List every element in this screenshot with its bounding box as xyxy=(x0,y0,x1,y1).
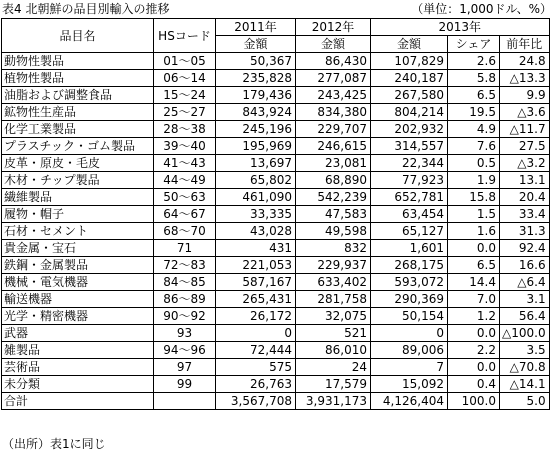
amount-2013-cell: 593,072 xyxy=(371,274,448,291)
hs-code-cell: 44～49 xyxy=(154,172,216,189)
amount-2013-cell: 7 xyxy=(371,359,448,376)
amount-2012-cell: 834,380 xyxy=(296,104,371,121)
amount-2012-cell: 243,425 xyxy=(296,87,371,104)
yoy-cell: 5.0 xyxy=(500,393,550,410)
amount-2012-cell: 32,075 xyxy=(296,308,371,325)
amount-2011-cell: 72,444 xyxy=(216,342,296,359)
item-name-cell: 植物性製品 xyxy=(2,70,154,87)
header-2011: 2011年 xyxy=(216,19,296,36)
table-row xyxy=(2,121,550,138)
item-name-cell: 武器 xyxy=(2,325,154,342)
amount-2013-cell: 4,126,404 xyxy=(371,393,448,410)
header-row-1 xyxy=(2,19,550,36)
amount-2013-cell: 652,781 xyxy=(371,189,448,206)
amount-2011-cell: 33,335 xyxy=(216,206,296,223)
yoy-cell: 33.4 xyxy=(500,206,550,223)
yoy-cell: 9.9 xyxy=(500,87,550,104)
item-name-cell: 機械・電気機器 xyxy=(2,274,154,291)
amount-2012-cell: 68,890 xyxy=(296,172,371,189)
share-cell: 6.5 xyxy=(448,87,500,104)
item-name-cell: 鉱物性生産品 xyxy=(2,104,154,121)
table-row xyxy=(2,376,550,393)
share-cell: 1.6 xyxy=(448,223,500,240)
amount-2012-cell: 17,579 xyxy=(296,376,371,393)
yoy-cell: △70.8 xyxy=(500,359,550,376)
item-name-cell: 動物性製品 xyxy=(2,53,154,70)
share-cell: 0.0 xyxy=(448,240,500,257)
yoy-cell: 16.6 xyxy=(500,257,550,274)
header-yoy: 前年比 xyxy=(500,36,550,53)
table-row xyxy=(2,257,550,274)
hs-code-cell: 86～89 xyxy=(154,291,216,308)
table-row xyxy=(2,308,550,325)
yoy-cell: △3.2 xyxy=(500,155,550,172)
unit-label: （単位：1,000ドル、%） xyxy=(411,2,552,16)
table-row xyxy=(2,274,550,291)
amount-2012-cell: 229,937 xyxy=(296,257,371,274)
title-row xyxy=(2,1,552,17)
table-row xyxy=(2,155,550,172)
share-cell: 1.9 xyxy=(448,172,500,189)
amount-2011-cell: 3,567,708 xyxy=(216,393,296,410)
item-name-cell: 石材・セメント xyxy=(2,223,154,240)
amount-2013-cell: 804,214 xyxy=(371,104,448,121)
amount-2012-cell: 832 xyxy=(296,240,371,257)
table-row xyxy=(2,291,550,308)
amount-2013-cell: 268,175 xyxy=(371,257,448,274)
yoy-cell: 24.8 xyxy=(500,53,550,70)
amount-2012-cell: 86,430 xyxy=(296,53,371,70)
amount-2011-cell: 245,196 xyxy=(216,121,296,138)
amount-2012-cell: 49,598 xyxy=(296,223,371,240)
amount-2012-cell: 281,758 xyxy=(296,291,371,308)
hs-code-cell: 25～27 xyxy=(154,104,216,121)
amount-2013-cell: 107,829 xyxy=(371,53,448,70)
yoy-cell: 3.5 xyxy=(500,342,550,359)
share-cell: 19.5 xyxy=(448,104,500,121)
amount-2011-cell: 43,028 xyxy=(216,223,296,240)
table-row xyxy=(2,223,550,240)
amount-2011-cell: 179,436 xyxy=(216,87,296,104)
table-row xyxy=(2,189,550,206)
amount-2013-cell: 89,006 xyxy=(371,342,448,359)
share-cell: 4.9 xyxy=(448,121,500,138)
amount-2011-cell: 265,431 xyxy=(216,291,296,308)
yoy-cell: 20.4 xyxy=(500,189,550,206)
amount-2013-cell: 314,557 xyxy=(371,138,448,155)
share-cell: 0.4 xyxy=(448,376,500,393)
amount-2013-cell: 290,369 xyxy=(371,291,448,308)
header-amount-2011: 金額 xyxy=(216,36,296,53)
amount-2011-cell: 26,172 xyxy=(216,308,296,325)
amount-2013-cell: 50,154 xyxy=(371,308,448,325)
hs-code-cell: 64～67 xyxy=(154,206,216,223)
item-name-cell: 木材・チップ製品 xyxy=(2,172,154,189)
amount-2013-cell: 15,092 xyxy=(371,376,448,393)
share-cell: 0.0 xyxy=(448,359,500,376)
amount-2012-cell: 3,931,173 xyxy=(296,393,371,410)
amount-2011-cell: 65,802 xyxy=(216,172,296,189)
amount-2012-cell: 246,615 xyxy=(296,138,371,155)
import-table xyxy=(1,18,550,410)
item-name-cell: 芸術品 xyxy=(2,359,154,376)
item-name-cell: 化学工業製品 xyxy=(2,121,154,138)
item-name-cell: プラスチック・ゴム製品 xyxy=(2,138,154,155)
item-name-cell: 鉄鋼・金属製品 xyxy=(2,257,154,274)
amount-2012-cell: 86,010 xyxy=(296,342,371,359)
table-row xyxy=(2,87,550,104)
hs-code-cell: 72～83 xyxy=(154,257,216,274)
item-name-cell: 輸送機器 xyxy=(2,291,154,308)
amount-2013-cell: 202,932 xyxy=(371,121,448,138)
yoy-cell: △100.0 xyxy=(500,325,550,342)
hs-code-cell: 94～96 xyxy=(154,342,216,359)
yoy-cell: 13.1 xyxy=(500,172,550,189)
amount-2013-cell: 22,344 xyxy=(371,155,448,172)
amount-2013-cell: 240,187 xyxy=(371,70,448,87)
hs-code-cell: 15～24 xyxy=(154,87,216,104)
share-cell: 2.2 xyxy=(448,342,500,359)
amount-2011-cell: 843,924 xyxy=(216,104,296,121)
hs-code-cell: 50～63 xyxy=(154,189,216,206)
header-item: 品目名 xyxy=(2,19,154,53)
share-cell: 0.5 xyxy=(448,155,500,172)
table-row xyxy=(2,138,550,155)
amount-2011-cell: 587,167 xyxy=(216,274,296,291)
amount-2013-cell: 0 xyxy=(371,325,448,342)
item-name-cell: 繊維製品 xyxy=(2,189,154,206)
amount-2013-cell: 63,454 xyxy=(371,206,448,223)
header-amount-2013: 金額 xyxy=(371,36,448,53)
amount-2011-cell: 195,969 xyxy=(216,138,296,155)
hs-code-cell: 84～85 xyxy=(154,274,216,291)
amount-2011-cell: 575 xyxy=(216,359,296,376)
share-cell: 1.2 xyxy=(448,308,500,325)
table-row xyxy=(2,240,550,257)
source-note: （出所）表1に同じ xyxy=(2,437,106,451)
share-cell: 15.8 xyxy=(448,189,500,206)
table-row xyxy=(2,206,550,223)
yoy-cell: △13.3 xyxy=(500,70,550,87)
item-name-cell: 皮革・原皮・毛皮 xyxy=(2,155,154,172)
yoy-cell: 92.4 xyxy=(500,240,550,257)
share-cell: 6.5 xyxy=(448,257,500,274)
table-row xyxy=(2,325,550,342)
share-cell: 100.0 xyxy=(448,393,500,410)
total-row xyxy=(2,393,550,410)
table-row xyxy=(2,359,550,376)
amount-2013-cell: 77,923 xyxy=(371,172,448,189)
amount-2013-cell: 1,601 xyxy=(371,240,448,257)
item-name-cell: 貴金属・宝石 xyxy=(2,240,154,257)
yoy-cell: 56.4 xyxy=(500,308,550,325)
amount-2011-cell: 431 xyxy=(216,240,296,257)
hs-code-cell: 97 xyxy=(154,359,216,376)
amount-2012-cell: 633,402 xyxy=(296,274,371,291)
hs-code-cell: 01～05 xyxy=(154,53,216,70)
item-name-cell: 履物・帽子 xyxy=(2,206,154,223)
header-2013: 2013年 xyxy=(371,19,550,36)
hs-code-cell: 71 xyxy=(154,240,216,257)
share-cell: 5.8 xyxy=(448,70,500,87)
item-name-cell: 合計 xyxy=(2,393,154,410)
amount-2011-cell: 235,828 xyxy=(216,70,296,87)
item-name-cell: 未分類 xyxy=(2,376,154,393)
item-name-cell: 光学・精密機器 xyxy=(2,308,154,325)
hs-code-cell: 99 xyxy=(154,376,216,393)
header-hs: HSコード xyxy=(154,19,216,53)
amount-2012-cell: 521 xyxy=(296,325,371,342)
hs-code-cell: 39～40 xyxy=(154,138,216,155)
amount-2011-cell: 461,090 xyxy=(216,189,296,206)
table-title: 表4 北朝鮮の品目別輸入の推移 xyxy=(2,2,170,16)
yoy-cell: △14.1 xyxy=(500,376,550,393)
yoy-cell: △3.6 xyxy=(500,104,550,121)
amount-2011-cell: 0 xyxy=(216,325,296,342)
yoy-cell: 3.1 xyxy=(500,291,550,308)
hs-code-cell: 68～70 xyxy=(154,223,216,240)
amount-2012-cell: 47,583 xyxy=(296,206,371,223)
table-row xyxy=(2,172,550,189)
header-amount-2012: 金額 xyxy=(296,36,371,53)
amount-2012-cell: 542,239 xyxy=(296,189,371,206)
hs-code-cell: 28～38 xyxy=(154,121,216,138)
table-row xyxy=(2,70,550,87)
share-cell: 7.0 xyxy=(448,291,500,308)
yoy-cell: △11.7 xyxy=(500,121,550,138)
amount-2011-cell: 50,367 xyxy=(216,53,296,70)
share-cell: 2.6 xyxy=(448,53,500,70)
share-cell: 1.5 xyxy=(448,206,500,223)
amount-2011-cell: 13,697 xyxy=(216,155,296,172)
hs-code-cell: 06～14 xyxy=(154,70,216,87)
header-2012: 2012年 xyxy=(296,19,371,36)
amount-2013-cell: 267,580 xyxy=(371,87,448,104)
share-cell: 0.0 xyxy=(448,325,500,342)
amount-2011-cell: 26,763 xyxy=(216,376,296,393)
amount-2012-cell: 277,087 xyxy=(296,70,371,87)
yoy-cell: 27.5 xyxy=(500,138,550,155)
amount-2012-cell: 23,081 xyxy=(296,155,371,172)
amount-2011-cell: 221,053 xyxy=(216,257,296,274)
amount-2013-cell: 65,127 xyxy=(371,223,448,240)
table-row xyxy=(2,104,550,121)
yoy-cell: 31.3 xyxy=(500,223,550,240)
item-name-cell: 雑製品 xyxy=(2,342,154,359)
hs-code-cell: 93 xyxy=(154,325,216,342)
amount-2012-cell: 24 xyxy=(296,359,371,376)
item-name-cell: 油脂および調整食品 xyxy=(2,87,154,104)
hs-code-cell: 41～43 xyxy=(154,155,216,172)
header-share: シェア xyxy=(448,36,500,53)
hs-code-cell: 90～92 xyxy=(154,308,216,325)
amount-2012-cell: 229,707 xyxy=(296,121,371,138)
table-body xyxy=(2,53,550,410)
share-cell: 7.6 xyxy=(448,138,500,155)
hs-code-cell xyxy=(154,393,216,410)
table-row xyxy=(2,53,550,70)
share-cell: 14.4 xyxy=(448,274,500,291)
table-row xyxy=(2,342,550,359)
yoy-cell: △6.4 xyxy=(500,274,550,291)
